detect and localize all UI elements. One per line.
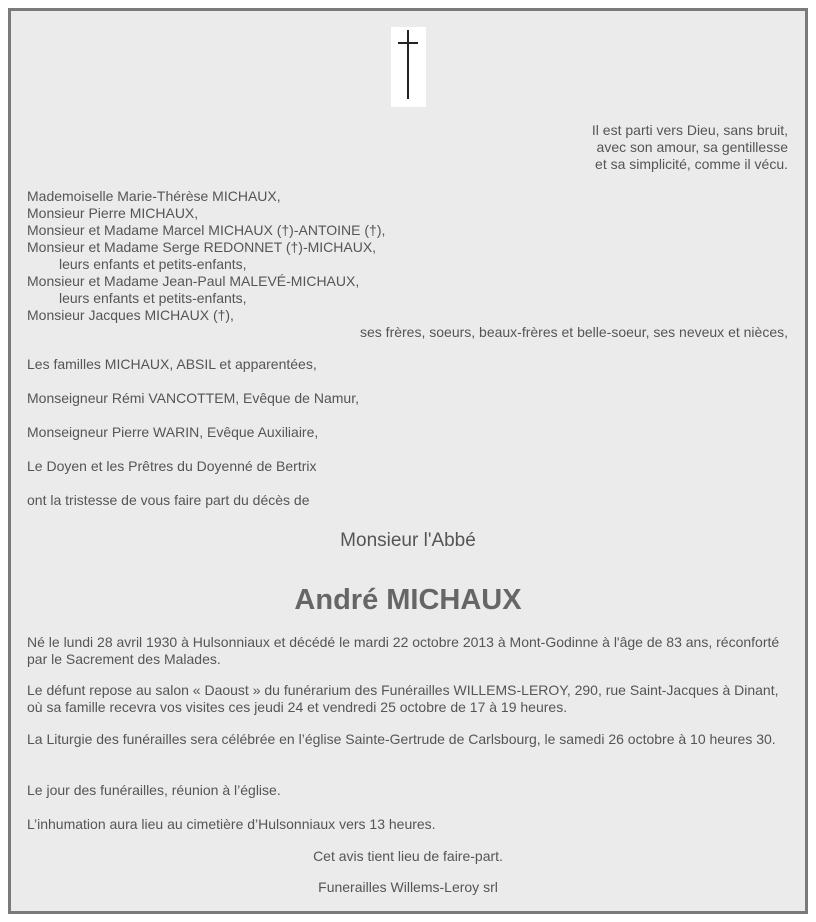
- family-line: Monsieur Pierre MICHAUX,: [27, 205, 199, 221]
- birth-death-paragraph: Né le lundi 28 avril 1930 à Hulsonniaux et décédé le mardi 22 octobre 2013 à Mont-Godinne à l'âge de 83 ans, réconforté par le Sacrement des Malades.: [27, 634, 780, 667]
- mourner-line: Le Doyen et les Prêtres du Doyenné de Bertrix: [27, 458, 317, 474]
- family-line: Monsieur et Madame Marcel MICHAUX (†)-ANTOINE (†),: [27, 222, 386, 238]
- quote-line: et sa simplicité, comme il vécu.: [595, 156, 788, 172]
- quote-line: avec son amour, sa gentillesse: [596, 139, 788, 155]
- mourner-line: Les familles MICHAUX, ABSIL et apparentées,: [27, 356, 317, 372]
- mourner-line: Monseigneur Rémi VANCOTTEM, Evêque de Namur,: [27, 390, 359, 406]
- meeting-paragraph: Le jour des funérailles, réunion à l’église.: [27, 782, 281, 798]
- cross-image: [391, 27, 426, 107]
- notice-line: Cet avis tient lieu de faire-part.: [313, 848, 503, 864]
- relatives-line: ses frères, soeurs, beaux-frères et belle-soeur, ses neveux et nièces,: [360, 324, 788, 340]
- mourner-line: Monseigneur Pierre WARIN, Evêque Auxiliaire,: [27, 424, 319, 440]
- announcement-line: ont la tristesse de vous faire part du décès de: [27, 492, 310, 508]
- family-line: Monsieur et Madame Serge REDONNET (†)-MICHAUX,: [27, 239, 377, 255]
- deceased-name: André MICHAUX: [294, 584, 522, 616]
- cross-icon: [391, 27, 426, 107]
- family-line: Monsieur Jacques MICHAUX (†),: [27, 307, 234, 323]
- family-line: leurs enfants et petits-enfants,: [59, 290, 247, 306]
- epitaph-quote: [592, 122, 788, 173]
- family-line: leurs enfants et petits-enfants,: [59, 256, 247, 272]
- undertaker-line: Funerailles Willems-Leroy srl: [318, 879, 498, 895]
- deceased-title: Monsieur l'Abbé: [340, 530, 476, 551]
- liturgy-paragraph: La Liturgie des funérailles sera célébrée en l’église Sainte-Gertrude de Carlsbourg, le samedi 26 octobre à 10 heures 30.: [27, 731, 776, 747]
- quote-line: Il est parti vers Dieu, sans bruit,: [591, 122, 788, 138]
- death-notice: [8, 8, 808, 914]
- family-line: Mademoiselle Marie-Thérèse MICHAUX,: [27, 188, 281, 204]
- visitation-paragraph: Le défunt repose au salon « Daoust » du funérarium des Funérailles WILLEMS-LEROY, 290, rue Saint-Jacques à Dinant, où sa famille recevra vos visites ces jeudi 24 et vendredi 25 octobre de 17 à 19 heures.: [27, 682, 779, 715]
- burial-paragraph: L’inhumation aura lieu au cimetière d’Hulsonniaux vers 13 heures.: [27, 816, 436, 832]
- family-line: Monsieur et Madame Jean-Paul MALEVÉ-MICHAUX,: [27, 273, 360, 289]
